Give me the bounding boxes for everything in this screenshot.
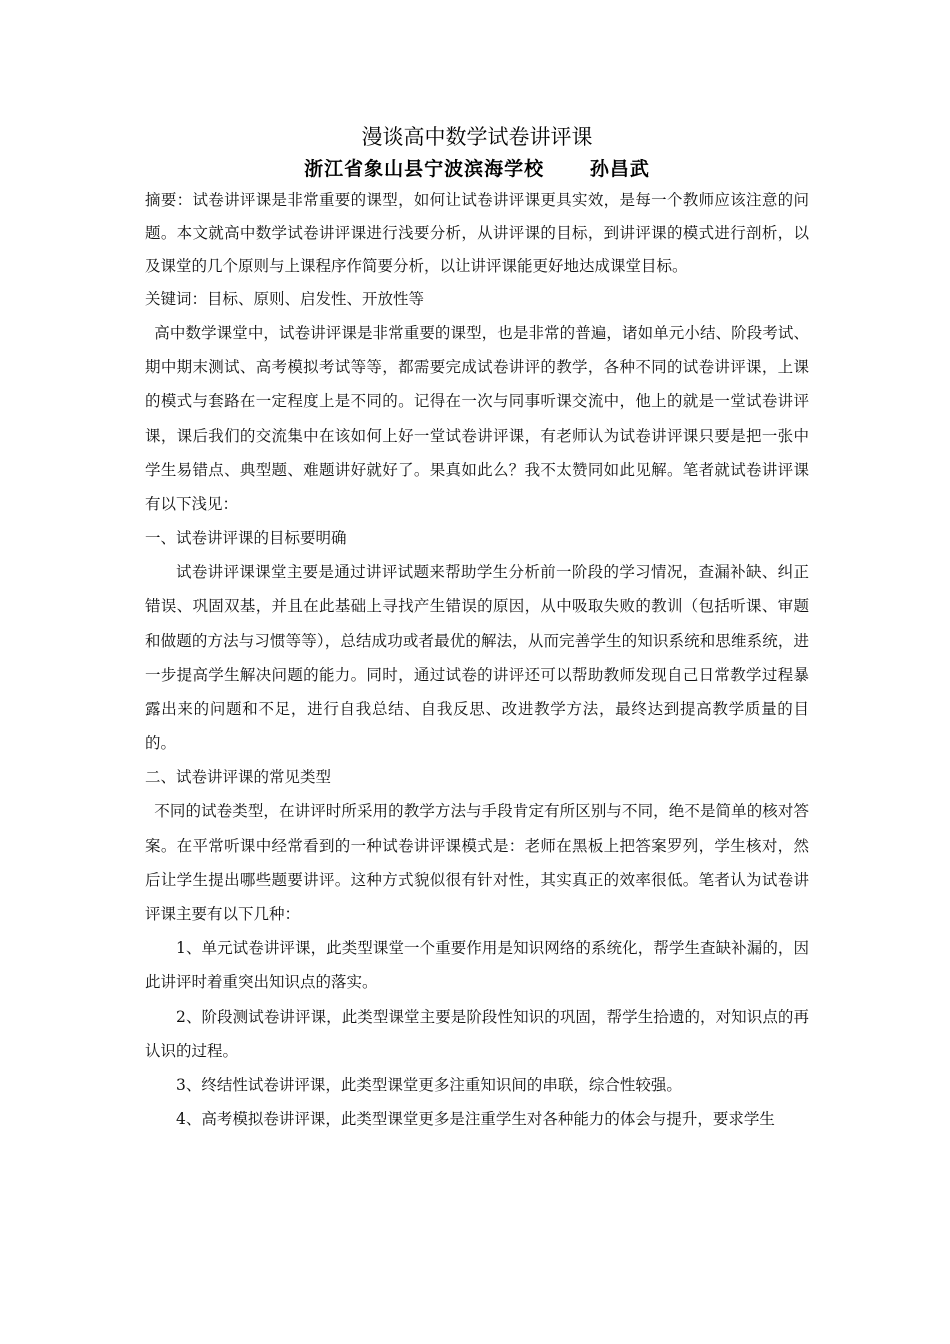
section-heading-2: 二、试卷讲评课的常见类型 xyxy=(145,768,332,787)
list-item-2: 2、阶段测试卷讲评课，此类型课堂主要是阶段性知识的巩固，帮学生拾遗的，对知识点的再认识的过程。 xyxy=(145,1007,809,1060)
section-1-paragraph: 试卷讲评课课堂主要是通过讲评试题来帮助学生分析前一阶段的学习情况，查漏补缺、纠正错误、巩固双基，并且在此基础上寻找产生错误的原因，从中吸取失败的教训（包括听课、审题和做题的方法与习惯等等），总结成功或者最优的解法，从而完善学生的知识系统和思维系统，进一步提高学生解决问题的能力。同时，通过试卷的讲评还可以帮助教师发现自己日常教学过程暴露出来的问题和不足，进行自我总结、自我反思、改进教学方法，最终达到提高教学质量的目的。 xyxy=(145,563,809,753)
list-item-3: 3、终结性试卷讲评课，此类型课堂更多注重知识间的串联，综合性较强。 xyxy=(176,1076,682,1095)
list-item-1: 1、单元试卷讲评课，此类型课堂一个重要作用是知识网络的系统化，帮学生查缺补漏的，因此讲评时着重突出知识点的落实。 xyxy=(145,939,809,992)
document-body xyxy=(145,122,809,1136)
intro-paragraph: 高中数学课堂中，试卷讲评课是非常重要的课型，也是非常的普遍，诸如单元小结、阶段考试、期中期末测试、高考模拟考试等等，都需要完成试卷讲评的教学，各种不同的试卷讲评课，上课的模式与套路在一定程度上是不同的。记得在一次与同事听课交流中，他上的就是一堂试卷讲评课，课后我们的交流集中在该如何上好一堂试卷讲评课，有老师认为试卷讲评课只要是把一张中学生易错点、典型题、难题讲好就好了。果真如此么？我不太赞同如此见解。笔者就试卷讲评课有以下浅见： xyxy=(145,324,809,514)
keywords-line: 关键词：目标、原则、启发性、开放性等 xyxy=(145,290,425,308)
section-heading-1: 一、试卷讲评课的目标要明确 xyxy=(145,529,347,548)
abstract-paragraph: 摘要：试卷讲评课是非常重要的课型，如何让试卷讲评课更具实效，是每一个教师应该注意的问题。本文就高中数学试卷讲评课进行浅要分析，从讲评课的目标，到讲评课的模式进行剖析，以及课堂的几个原则与上课程序作简要分析，以让讲评课能更好地达成课堂目标。 xyxy=(145,191,809,275)
section-2-paragraph: 不同的试卷类型，在讲评时所采用的教学方法与手段肯定有所区别与不同，绝不是简单的核对答案。在平常听课中经常看到的一种试卷讲评课模式是：老师在黑板上把答案罗列，学生核对，然后让学生提出哪些题要讲评。这种方式貌似很有针对性，其实真正的效率很低。笔者认为试卷讲评课主要有以下几种： xyxy=(145,802,809,924)
document-title: 漫谈高中数学试卷讲评课 xyxy=(361,125,593,149)
list-item-4: 4、高考模拟卷讲评课，此类型课堂更多是注重学生对各种能力的体会与提升，要求学生 xyxy=(176,1110,775,1129)
author-line: 浙江省象山县宁波滨海学校 孙昌武 xyxy=(304,158,650,180)
